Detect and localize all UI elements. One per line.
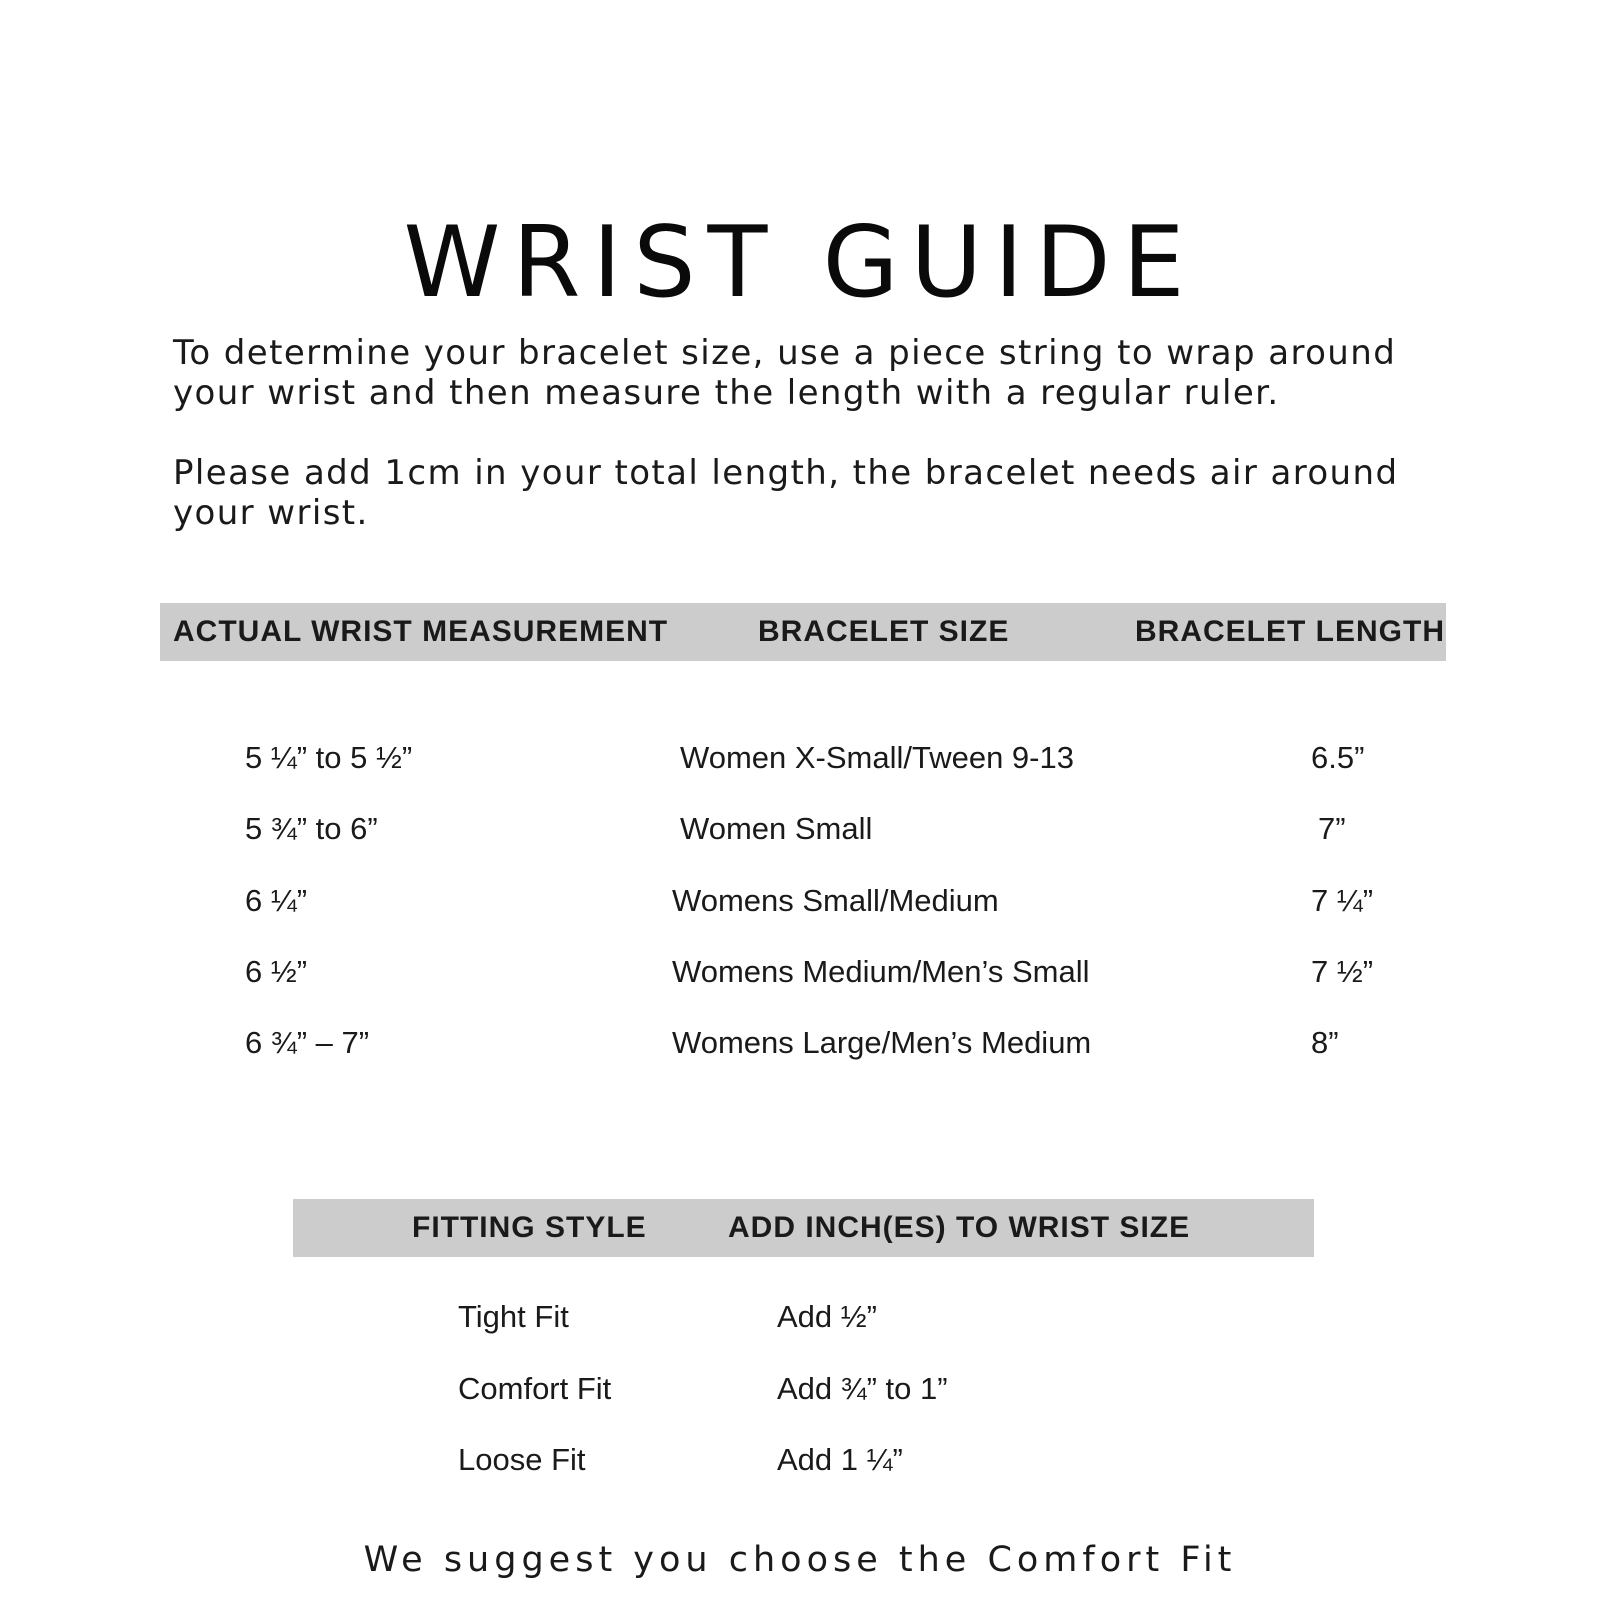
wrist-measurement-cell: 6 ¾” – 7” (245, 1025, 370, 1060)
bracelet-size-cell: Womens Large/Men’s Medium (672, 1025, 1092, 1060)
fitting-style-cell: Loose Fit (458, 1442, 586, 1477)
footer-recommendation: We suggest you choose the Comfort Fit (363, 1540, 1237, 1580)
bracelet-length-cell: 7 ¼” (1311, 883, 1374, 918)
bracelet-length-cell: 7” (1318, 811, 1346, 846)
add-inches-cell: Add ¾” to 1” (777, 1371, 948, 1406)
wrist-measurement-cell: 5 ¾” to 6” (245, 811, 378, 846)
header-bracelet-size: BRACELET SIZE (758, 615, 1010, 648)
fit-table-header (293, 1199, 1314, 1257)
bracelet-length-cell: 7 ½” (1311, 954, 1374, 989)
wrist-measurement-cell: 6 ¼” (245, 883, 308, 918)
add-inches-cell: Add ½” (777, 1299, 877, 1334)
bracelet-size-cell: Women X-Small/Tween 9-13 (680, 740, 1074, 775)
intro-paragraph-allowance: Please add 1cm in your total length, the bracelet needs air around your wrist. (173, 453, 1399, 533)
bracelet-length-cell: 6.5” (1311, 740, 1365, 775)
size-table-header (160, 603, 1446, 661)
wrist-measurement-cell: 6 ½” (245, 954, 308, 989)
fitting-style-cell: Comfort Fit (458, 1371, 612, 1406)
header-bracelet-length: BRACELET LENGTH (1135, 615, 1445, 648)
bracelet-length-cell: 8” (1311, 1025, 1339, 1060)
add-inches-cell: Add 1 ¼” (777, 1442, 903, 1477)
bracelet-size-cell: Women Small (680, 811, 873, 846)
header-wrist-measurement: ACTUAL WRIST MEASUREMENT (173, 615, 669, 648)
bracelet-size-cell: Womens Small/Medium (672, 883, 999, 918)
page-title: WRIST GUIDE (403, 205, 1197, 320)
bracelet-size-cell: Womens Medium/Men’s Small (672, 954, 1090, 989)
intro-paragraph-measure: To determine your bracelet size, use a piece string to wrap around your wrist and then measure the length with a regular ruler. (173, 333, 1397, 413)
header-add-inches: ADD INCH(ES) TO WRIST SIZE (728, 1211, 1191, 1244)
header-fitting-style: FITTING STYLE (412, 1211, 647, 1244)
wrist-measurement-cell: 5 ¼” to 5 ½” (245, 740, 413, 775)
fitting-style-cell: Tight Fit (458, 1299, 569, 1334)
